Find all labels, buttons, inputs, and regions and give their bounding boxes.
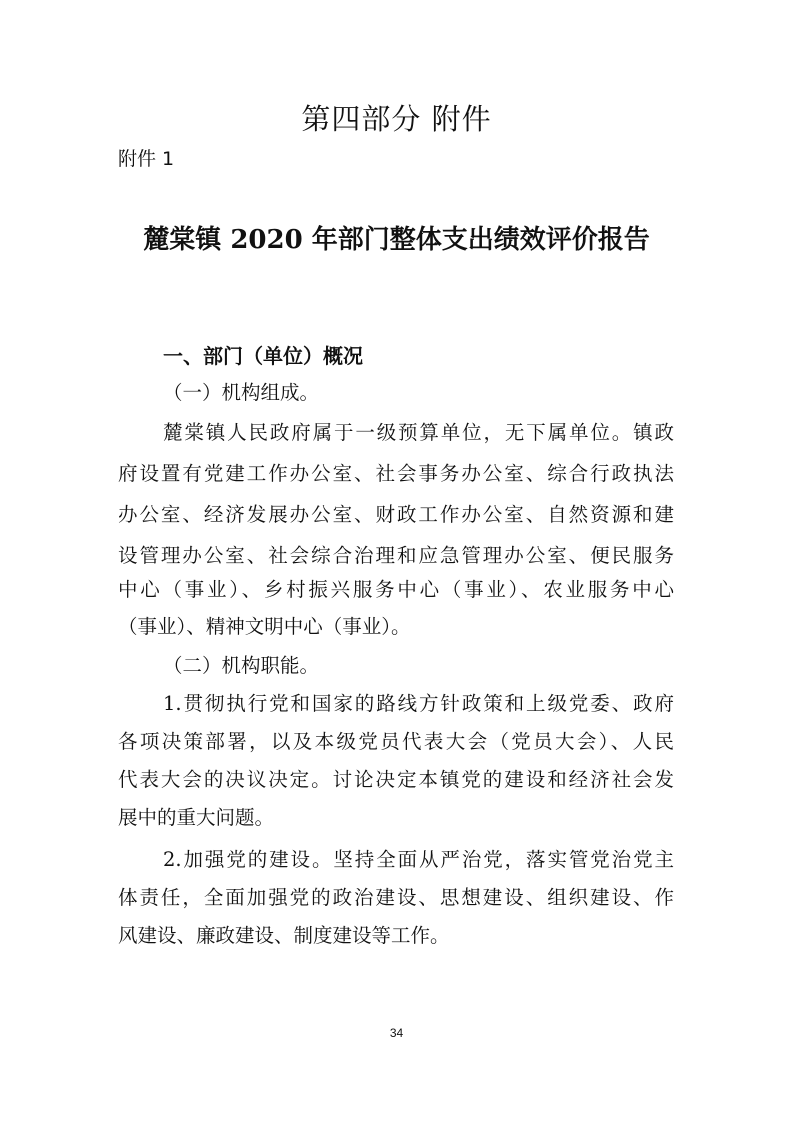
paragraph-line: 各项决策部署，以及本级党员代表大会（党员大会）、人民 [118,730,674,753]
part-title: 第四部分 附件 [301,102,492,136]
paragraph-line: 风建设、廉政建设、制度建设等工作。 [118,924,450,947]
paragraph-line: 1.贯彻执行党和国家的路线方针政策和上级党委、政府 [163,692,674,715]
attachment-label: 附件 1 [118,148,175,170]
paragraph-line: 办公室、经济发展办公室、财政工作办公室、自然资源和建 [118,503,674,526]
paragraph-line: 代表大会的决议决定。讨论决定本镇党的建设和经济社会发 [118,768,674,791]
paragraph-line: 体责任，全面加强党的政治建设、思想建设、组织建设、作 [118,886,674,909]
section-heading: 一、部门（单位）概况 [163,344,363,368]
paragraph-line: 麓棠镇人民政府属于一级预算单位，无下属单位。镇政 [163,421,674,444]
subsection-title-functions: （二）机构职能。 [163,654,320,677]
paragraph-line: （事业）、精神文明中心（事业）。 [118,615,411,638]
report-title: 麓棠镇 2020 年部门整体支出绩效评价报告 [143,225,650,255]
paragraph-line: 中心（事业）、乡村振兴服务中心（事业）、农业服务中心 [118,578,674,601]
paragraph-line: 府设置有党建工作办公室、社会事务办公室、综合行政执法 [118,462,674,485]
paragraph-line: 展中的重大问题。 [118,806,275,829]
paragraph-line: 2.加强党的建设。坚持全面从严治党，落实管党治党主 [163,848,674,871]
subsection-title-structure: （一）机构组成。 [163,381,320,404]
paragraph-line: 设管理办公室、社会综合治理和应急管理办公室、便民服务 [118,544,674,567]
page-number: 34 [389,1026,404,1040]
